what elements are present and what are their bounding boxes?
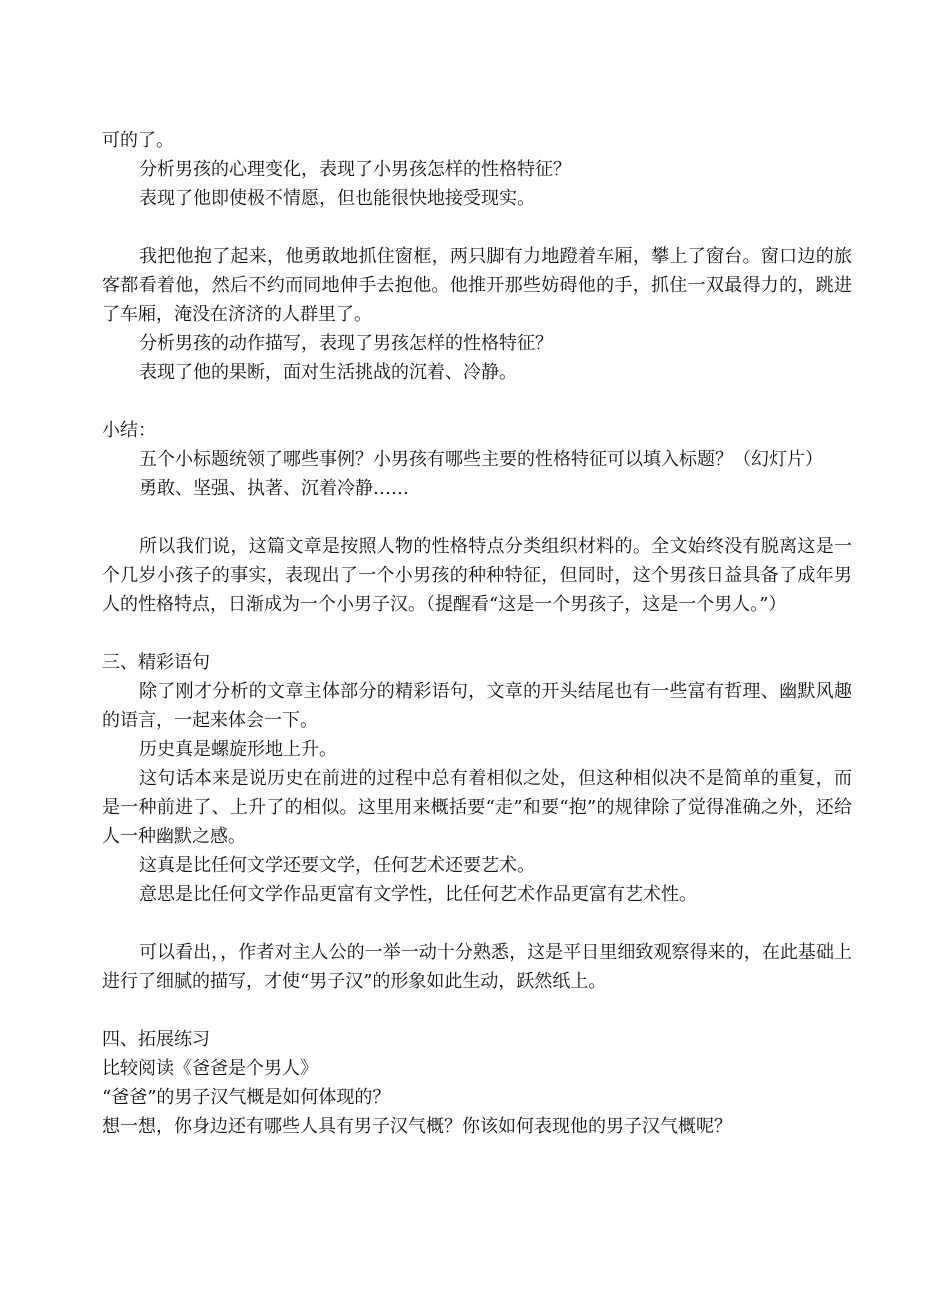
blank-line [102,503,852,532]
explanation-literature-art: 意思是比任何文学作品更富有文学性，比任何艺术作品更富有艺术性。 [139,884,697,905]
exercise-line-2: “爸爸”的男子汉气概是如何体现的？ [102,1087,391,1108]
section-3-conclusion: 可以看出，，作者对主人公的一举一动十分熟悉，这是平日里细致观察得来的，在此基础上进行了细腻的描写，才使“男子汉”的形象如此生动，跃然纸上。 [102,942,852,992]
quote-literature-art: 这真是比任何文学还要文学，任何艺术还要艺术。 [139,855,535,876]
document-page [102,126,852,1141]
blank-line [102,213,852,242]
summary-heading: 小结： [102,420,156,441]
question-action: 分析男孩的动作描写，表现了男孩怎样的性格特征？ [139,333,553,354]
summary-question: 五个小标题统领了哪些事例？小男孩有哪些主要的性格特征可以填入标题？（幻灯片） [139,449,823,470]
summary-paragraph: 所以我们说，这篇文章是按照人物的性格特点分类组织材料的。全文始终没有脱离这是一个几岁小孩子的事实，表现出了一个小男孩的种种特征，但同时，这个男孩日益具备了成年男人的性格特点，日渐成为一个小男子汉。（提醒看“这是一个男孩子，这是一个男人。”） [102,536,852,615]
blank-line [102,387,852,416]
answer-action: 表现了他的果断，面对生活挑战的沉着、冷静。 [139,362,517,383]
exercise-line-3: 想一想，你身边还有哪些人具有男子汉气概？你该如何表现他的男子汉气概呢？ [102,1116,732,1137]
blank-line [102,619,852,648]
answer-psychology: 表现了他即使极不情愿，但也能很快地接受现实。 [139,188,535,209]
question-psychology: 分析男孩的心理变化，表现了小男孩怎样的性格特征？ [139,159,571,180]
quote-history-spiral: 历史真是螺旋形地上升。 [139,739,337,760]
section-3-intro: 除了刚才分析的文章主体部分的精彩语句，文章的开头结尾也有一些富有哲理、幽默风趣的语言，一起来体会一下。 [102,681,852,731]
explanation-history-spiral: 这句话本来是说历史在前进的过程中总有着相似之处，但这种相似决不是简单的重复，而是一种前进了、上升了的相似。这里用来概括要“走”和要“抱”的规律除了觉得准确之外，还给人一种幽默之感。 [102,768,852,847]
blank-line [102,996,852,1025]
exercise-line-1: 比较阅读《爸爸是个男人》 [102,1058,318,1079]
section-4-heading: 四、拓展练习 [102,1029,210,1050]
blank-line [102,909,852,938]
paragraph-continuation: 可的了。 [102,130,174,151]
summary-answer: 勇敢、坚强、执著、沉着冷静…… [139,478,409,499]
quoted-passage-action: 我把他抱了起来，他勇敢地抓住窗框，两只脚有力地蹬着车厢，攀上了窗台。窗口边的旅客都看着他，然后不约而同地伸手去抱他。他推开那些妨碍他的手，抓住一双最得力的，跳进了车厢，淹没在济济的人群里了。 [102,246,852,325]
section-3-heading: 三、精彩语句 [102,652,210,673]
